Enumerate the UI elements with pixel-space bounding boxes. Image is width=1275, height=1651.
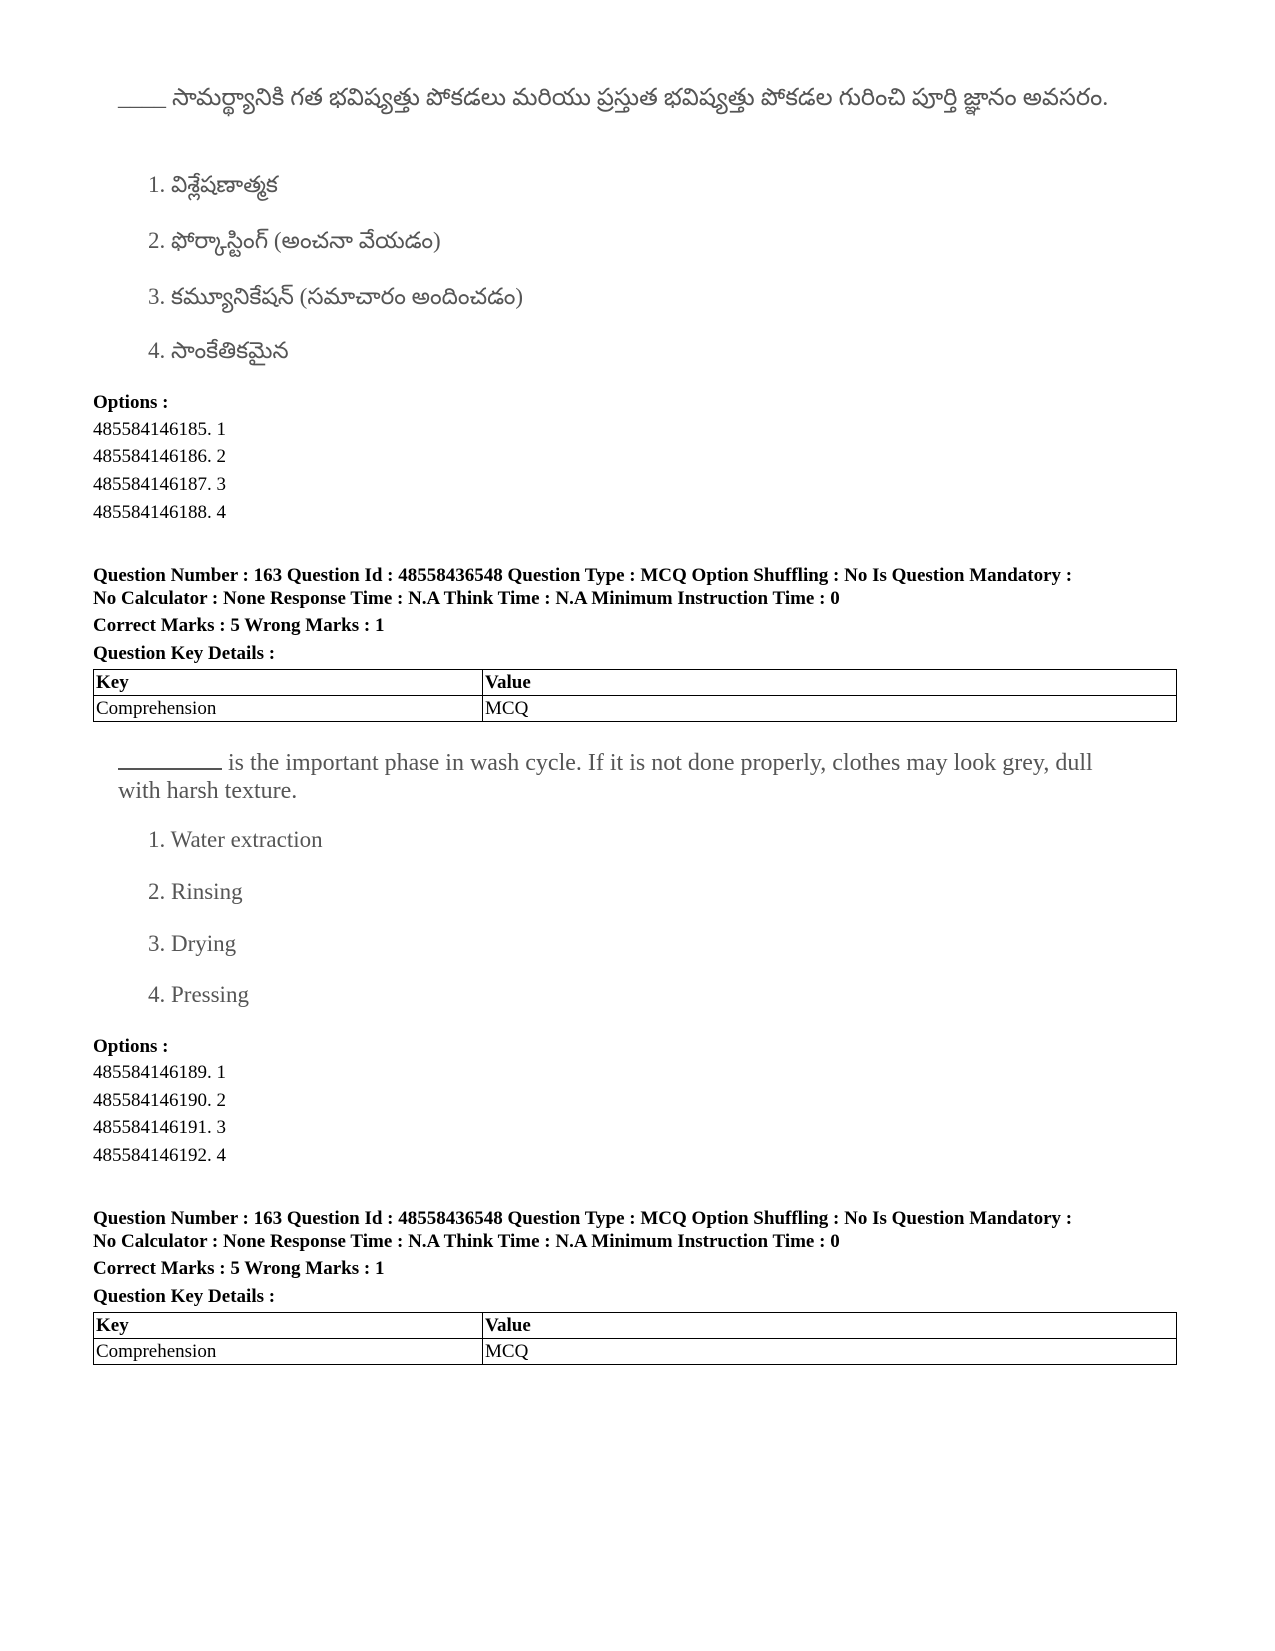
question-marks-second: Correct Marks : 5 Wrong Marks : 1 xyxy=(93,1258,385,1279)
table-header-row xyxy=(94,670,1177,696)
table-header-value: Value xyxy=(483,1313,1177,1339)
option-1-2: 485584146186. 2 xyxy=(93,446,226,467)
question-key-table-second xyxy=(93,1312,1177,1365)
question-1-choice-1: 1. విశ్లేషణాత్మక xyxy=(148,172,278,197)
answer-blank xyxy=(118,750,222,770)
table-cell-key: Comprehension xyxy=(94,1339,483,1365)
options-label-2: Options : xyxy=(93,1036,169,1057)
option-2-1: 485584146189. 1 xyxy=(93,1062,226,1083)
question-meta-line-2-second: No Calculator : None Response Time : N.A Think Time : N.A Minimum Instruction Time : 0 xyxy=(93,1231,840,1252)
question-2-choice-1: 1. Water extraction xyxy=(148,827,323,852)
question-2-choice-2: 2. Rinsing xyxy=(148,879,243,904)
option-1-1: 485584146185. 1 xyxy=(93,419,226,440)
option-2-2: 485584146190. 2 xyxy=(93,1090,226,1111)
question-meta-line-2: No Calculator : None Response Time : N.A Think Time : N.A Minimum Instruction Time : 0 xyxy=(93,588,840,609)
table-header-key: Key xyxy=(94,1313,483,1339)
table-cell-value: MCQ xyxy=(483,696,1177,722)
question-2-stem xyxy=(118,749,1118,805)
table-row xyxy=(94,1339,1177,1365)
question-key-details-label: Question Key Details : xyxy=(93,643,276,664)
table-cell-key: Comprehension xyxy=(94,696,483,722)
question-meta-line-1: Question Number : 163 Question Id : 48558436548 Question Type : MCQ Option Shuffling : No Is Question Mandatory : xyxy=(93,565,1073,586)
table-header-key: Key xyxy=(94,670,483,696)
question-2-stem-text: is the important phase in wash cycle. If it is not done properly, clothes may look grey, dull with harsh texture. xyxy=(118,750,1093,804)
question-marks: Correct Marks : 5 Wrong Marks : 1 xyxy=(93,615,385,636)
question-1-stem: ____ సామర్థ్యానికి గత భవిష్యత్తు పోకడలు మరియు ప్రస్తుత భవిష్యత్తు పోకడల గురించి పూర్తి జ్ఞానం అవసరం. xyxy=(118,85,1109,111)
table-cell-value: MCQ xyxy=(483,1339,1177,1365)
table-row xyxy=(94,696,1177,722)
options-label-1: Options : xyxy=(93,392,169,413)
question-key-table xyxy=(93,669,1177,722)
table-header-value: Value xyxy=(483,670,1177,696)
option-2-3: 485584146191. 3 xyxy=(93,1117,226,1138)
option-1-4: 485584146188. 4 xyxy=(93,502,226,523)
table-header-row xyxy=(94,1313,1177,1339)
question-meta-line-1-second: Question Number : 163 Question Id : 48558436548 Question Type : MCQ Option Shuffling : No Is Question Mandatory : xyxy=(93,1208,1073,1229)
question-1-choice-4: 4. సాంకేతికమైన xyxy=(148,338,289,363)
option-2-4: 485584146192. 4 xyxy=(93,1145,226,1166)
question-1-choice-3: 3. కమ్యూనికేషన్ (సమాచారం అందించడం) xyxy=(148,284,524,309)
option-1-3: 485584146187. 3 xyxy=(93,474,226,495)
question-1-choice-2: 2. ఫోర్కాస్టింగ్ (అంచనా వేయడం) xyxy=(148,228,441,253)
question-key-details-label-second: Question Key Details : xyxy=(93,1286,276,1307)
question-2-choice-3: 3. Drying xyxy=(148,931,237,956)
question-2-choice-4: 4. Pressing xyxy=(148,982,249,1007)
